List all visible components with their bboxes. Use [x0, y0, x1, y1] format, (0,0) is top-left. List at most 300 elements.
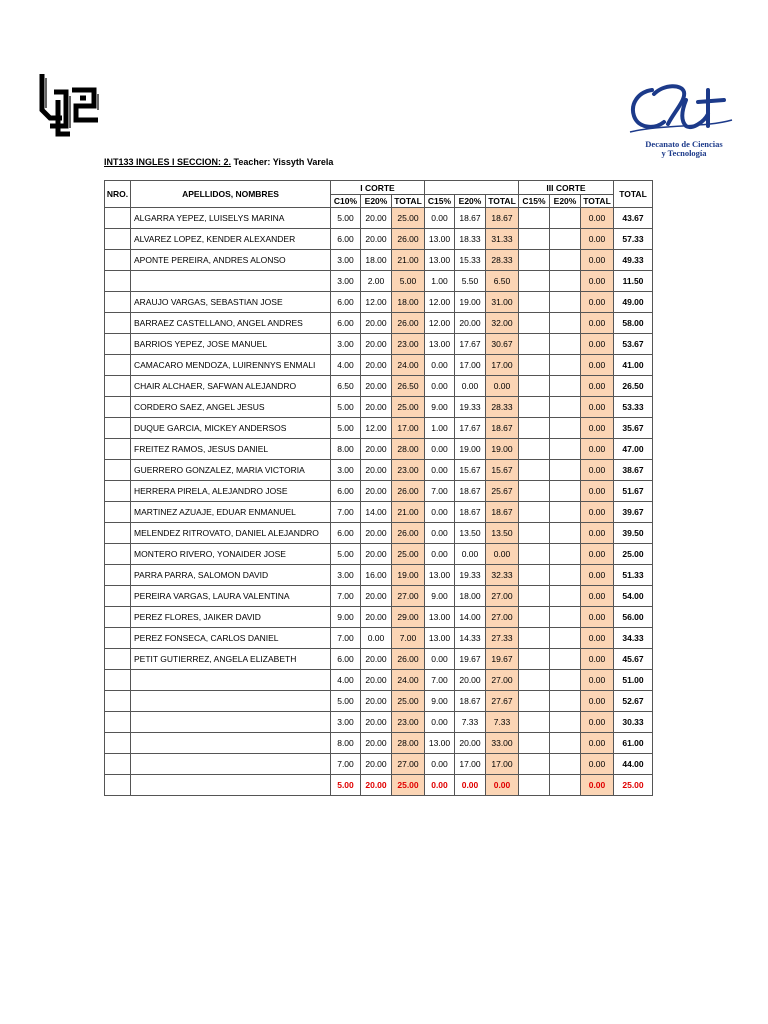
corte3-total: 0.00 — [581, 481, 614, 502]
corte1-total: 24.00 — [392, 670, 425, 691]
corte3-c15 — [519, 775, 550, 796]
corte2-c15: 0.00 — [425, 523, 455, 544]
student-row — [105, 607, 653, 628]
corte3-e20 — [550, 502, 581, 523]
student-row — [105, 691, 653, 712]
corte2-total: 28.33 — [486, 250, 519, 271]
corte1-e20: 16.00 — [361, 565, 392, 586]
corte1-total: 26.00 — [392, 649, 425, 670]
corte3-c15 — [519, 565, 550, 586]
student-name: ALVAREZ LOPEZ, KENDER ALEXANDER — [131, 229, 331, 250]
corte2-c15: 1.00 — [425, 418, 455, 439]
corte2-e20: 18.67 — [455, 502, 486, 523]
final-total: 52.67 — [614, 691, 653, 712]
corte1-e20: 20.00 — [361, 481, 392, 502]
student-name — [131, 271, 331, 292]
final-total: 49.00 — [614, 292, 653, 313]
corte2-c15: 0.00 — [425, 460, 455, 481]
corte1-total: 7.00 — [392, 628, 425, 649]
corte1-e20: 20.00 — [361, 523, 392, 544]
student-name: CORDERO SAEZ, ANGEL JESUS — [131, 397, 331, 418]
student-row — [105, 418, 653, 439]
corte1-c10: 6.00 — [331, 229, 361, 250]
corte1-c10: 9.00 — [331, 607, 361, 628]
corte1-c10: 8.00 — [331, 733, 361, 754]
corte3-c15 — [519, 754, 550, 775]
corte2-c15: 13.00 — [425, 250, 455, 271]
corte2-c15: 7.00 — [425, 670, 455, 691]
corte2-c15: 0.00 — [425, 712, 455, 733]
col-header-e20-2: E20% — [455, 195, 486, 208]
corte2-e20: 19.00 — [455, 439, 486, 460]
student-row — [105, 523, 653, 544]
corte2-total: 0.00 — [486, 376, 519, 397]
corte3-e20 — [550, 208, 581, 229]
student-row — [105, 292, 653, 313]
corte2-e20: 15.67 — [455, 460, 486, 481]
corte1-e20: 20.00 — [361, 376, 392, 397]
decanato-logo-right — [624, 80, 736, 164]
corte2-total: 31.33 — [486, 229, 519, 250]
nro-cell — [105, 628, 131, 649]
corte3-c15 — [519, 460, 550, 481]
corte3-c15 — [519, 208, 550, 229]
corte2-total: 0.00 — [486, 775, 519, 796]
student-name: PETIT GUTIERREZ, ANGELA ELIZABETH — [131, 649, 331, 670]
corte2-e20: 7.33 — [455, 712, 486, 733]
corte1-c10: 6.00 — [331, 523, 361, 544]
corte2-c15: 13.00 — [425, 565, 455, 586]
corte3-total: 0.00 — [581, 460, 614, 481]
corte1-total: 23.00 — [392, 334, 425, 355]
corte1-e20: 20.00 — [361, 775, 392, 796]
col-header-c15: C15% — [425, 195, 455, 208]
corte3-total: 0.00 — [581, 733, 614, 754]
corte3-c15 — [519, 607, 550, 628]
corte2-e20: 17.67 — [455, 334, 486, 355]
corte2-c15: 9.00 — [425, 586, 455, 607]
corte3-c15 — [519, 376, 550, 397]
nro-cell — [105, 523, 131, 544]
corte1-e20: 14.00 — [361, 502, 392, 523]
nro-cell — [105, 607, 131, 628]
corte2-e20: 18.67 — [455, 208, 486, 229]
corte3-total: 0.00 — [581, 250, 614, 271]
student-row — [105, 334, 653, 355]
corte1-total: 26.50 — [392, 376, 425, 397]
corte3-total: 0.00 — [581, 397, 614, 418]
corte2-total: 19.67 — [486, 649, 519, 670]
corte2-e20: 0.00 — [455, 775, 486, 796]
final-total: 34.33 — [614, 628, 653, 649]
corte2-total: 15.67 — [486, 460, 519, 481]
corte2-total: 27.00 — [486, 670, 519, 691]
nro-cell — [105, 397, 131, 418]
nro-cell — [105, 229, 131, 250]
student-name: APONTE PEREIRA, ANDRES ALONSO — [131, 250, 331, 271]
corte2-e20: 19.33 — [455, 565, 486, 586]
student-name: FREITEZ RAMOS, JESUS DANIEL — [131, 439, 331, 460]
corte2-total: 30.67 — [486, 334, 519, 355]
section-header — [104, 157, 333, 167]
corte2-c15: 0.00 — [425, 376, 455, 397]
corte1-total: 23.00 — [392, 712, 425, 733]
nro-cell — [105, 439, 131, 460]
student-row — [105, 355, 653, 376]
corte1-total: 25.00 — [392, 397, 425, 418]
corte3-e20 — [550, 334, 581, 355]
corte1-c10: 6.00 — [331, 313, 361, 334]
corte3-c15 — [519, 502, 550, 523]
corte2-total: 27.00 — [486, 586, 519, 607]
corte3-e20 — [550, 250, 581, 271]
corte1-c10: 6.00 — [331, 649, 361, 670]
corte2-total: 33.00 — [486, 733, 519, 754]
student-name — [131, 733, 331, 754]
corte1-total: 5.00 — [392, 271, 425, 292]
final-total: 61.00 — [614, 733, 653, 754]
corte1-c10: 3.00 — [331, 460, 361, 481]
final-total: 57.33 — [614, 229, 653, 250]
corte2-total: 32.00 — [486, 313, 519, 334]
corte1-e20: 20.00 — [361, 607, 392, 628]
corte3-total: 0.00 — [581, 565, 614, 586]
corte2-c15: 0.00 — [425, 775, 455, 796]
col-header-c10: C10% — [331, 195, 361, 208]
logo-caption — [634, 140, 734, 158]
student-row — [105, 649, 653, 670]
nro-cell — [105, 712, 131, 733]
corte3-total: 0.00 — [581, 775, 614, 796]
corte3-c15 — [519, 481, 550, 502]
corte2-c15: 12.00 — [425, 292, 455, 313]
corte3-total: 0.00 — [581, 334, 614, 355]
nro-cell — [105, 481, 131, 502]
corte3-c15 — [519, 397, 550, 418]
corte3-e20 — [550, 418, 581, 439]
col-header-total1: TOTAL — [392, 195, 425, 208]
corte3-e20 — [550, 733, 581, 754]
nro-cell — [105, 586, 131, 607]
student-row — [105, 502, 653, 523]
final-total: 54.00 — [614, 586, 653, 607]
corte1-e20: 20.00 — [361, 712, 392, 733]
nro-cell — [105, 733, 131, 754]
student-row — [105, 397, 653, 418]
corte1-c10: 5.00 — [331, 544, 361, 565]
logo-caption-line1: Decanato de Ciencias — [645, 139, 723, 149]
corte2-e20: 5.50 — [455, 271, 486, 292]
nro-cell — [105, 334, 131, 355]
final-total: 39.67 — [614, 502, 653, 523]
grades-body — [105, 208, 653, 796]
corte2-c15: 12.00 — [425, 313, 455, 334]
corte1-total: 26.00 — [392, 481, 425, 502]
corte3-total: 0.00 — [581, 439, 614, 460]
corte3-total: 0.00 — [581, 208, 614, 229]
final-total: 53.67 — [614, 334, 653, 355]
student-row — [105, 250, 653, 271]
corte1-e20: 20.00 — [361, 586, 392, 607]
corte1-e20: 20.00 — [361, 670, 392, 691]
student-name — [131, 775, 331, 796]
corte2-e20: 18.33 — [455, 229, 486, 250]
final-total: 38.67 — [614, 460, 653, 481]
final-total: 58.00 — [614, 313, 653, 334]
corte3-e20 — [550, 544, 581, 565]
grades-table — [104, 180, 653, 796]
corte3-total: 0.00 — [581, 376, 614, 397]
corte1-total: 29.00 — [392, 607, 425, 628]
corte1-total: 18.00 — [392, 292, 425, 313]
corte1-e20: 20.00 — [361, 733, 392, 754]
final-total: 43.67 — [614, 208, 653, 229]
corte1-total: 26.00 — [392, 313, 425, 334]
corte2-c15: 13.00 — [425, 607, 455, 628]
corte3-total: 0.00 — [581, 754, 614, 775]
corte3-e20 — [550, 439, 581, 460]
corte2-e20: 14.33 — [455, 628, 486, 649]
corte2-e20: 20.00 — [455, 733, 486, 754]
corte1-total: 27.00 — [392, 754, 425, 775]
corte2-e20: 0.00 — [455, 376, 486, 397]
corte3-e20 — [550, 460, 581, 481]
student-row — [105, 376, 653, 397]
corte1-c10: 4.00 — [331, 355, 361, 376]
corte2-e20: 18.67 — [455, 691, 486, 712]
nro-cell — [105, 775, 131, 796]
corte3-total: 0.00 — [581, 313, 614, 334]
col-header-total3: TOTAL — [581, 195, 614, 208]
corte3-e20 — [550, 775, 581, 796]
student-name — [131, 712, 331, 733]
nro-cell — [105, 544, 131, 565]
corte3-total: 0.00 — [581, 607, 614, 628]
nro-cell — [105, 250, 131, 271]
student-row — [105, 775, 653, 796]
nro-cell — [105, 565, 131, 586]
logo-caption-line2: y Tecnología — [661, 148, 707, 158]
corte1-c10: 7.00 — [331, 754, 361, 775]
student-name: ALGARRA YEPEZ, LUISELYS MARINA — [131, 208, 331, 229]
student-row — [105, 229, 653, 250]
corte3-c15 — [519, 271, 550, 292]
final-total: 56.00 — [614, 607, 653, 628]
nro-cell — [105, 502, 131, 523]
student-row — [105, 628, 653, 649]
corte2-e20: 13.50 — [455, 523, 486, 544]
corte2-c15: 13.00 — [425, 733, 455, 754]
student-name: HERRERA PIRELA, ALEJANDRO JOSE — [131, 481, 331, 502]
student-row — [105, 481, 653, 502]
corte1-e20: 20.00 — [361, 754, 392, 775]
corte2-e20: 18.00 — [455, 586, 486, 607]
nro-cell — [105, 670, 131, 691]
corte2-total: 27.67 — [486, 691, 519, 712]
corte3-c15 — [519, 523, 550, 544]
corte1-e20: 20.00 — [361, 649, 392, 670]
student-name: CHAIR ALCHAER, SAFWAN ALEJANDRO — [131, 376, 331, 397]
corte3-e20 — [550, 376, 581, 397]
student-row — [105, 439, 653, 460]
nro-cell — [105, 691, 131, 712]
corte2-total: 32.33 — [486, 565, 519, 586]
student-row — [105, 712, 653, 733]
corte2-c15: 1.00 — [425, 271, 455, 292]
corte2-e20: 17.00 — [455, 355, 486, 376]
col-header-corte1: I CORTE — [331, 181, 425, 195]
corte3-total: 0.00 — [581, 586, 614, 607]
final-total: 49.33 — [614, 250, 653, 271]
corte3-c15 — [519, 334, 550, 355]
corte1-e20: 20.00 — [361, 439, 392, 460]
corte3-e20 — [550, 607, 581, 628]
corte1-total: 21.00 — [392, 502, 425, 523]
corte1-e20: 20.00 — [361, 313, 392, 334]
corte3-e20 — [550, 355, 581, 376]
corte2-c15: 0.00 — [425, 649, 455, 670]
corte2-e20: 19.00 — [455, 292, 486, 313]
corte2-c15: 0.00 — [425, 208, 455, 229]
corte3-e20 — [550, 481, 581, 502]
corte3-e20 — [550, 691, 581, 712]
corte2-total: 28.33 — [486, 397, 519, 418]
nro-cell — [105, 376, 131, 397]
corte2-c15: 0.00 — [425, 544, 455, 565]
corte2-total: 31.00 — [486, 292, 519, 313]
corte1-c10: 7.00 — [331, 628, 361, 649]
corte1-c10: 7.00 — [331, 502, 361, 523]
corte3-total: 0.00 — [581, 292, 614, 313]
corte2-total: 6.50 — [486, 271, 519, 292]
student-row — [105, 544, 653, 565]
corte3-e20 — [550, 229, 581, 250]
corte3-total: 0.00 — [581, 502, 614, 523]
corte3-c15 — [519, 712, 550, 733]
student-name: PEREZ FLORES, JAIKER DAVID — [131, 607, 331, 628]
corte2-total: 13.50 — [486, 523, 519, 544]
student-name: BARRIOS YEPEZ, JOSE MANUEL — [131, 334, 331, 355]
corte3-e20 — [550, 712, 581, 733]
corte1-e20: 20.00 — [361, 460, 392, 481]
corte1-e20: 20.00 — [361, 334, 392, 355]
corte2-c15: 0.00 — [425, 502, 455, 523]
col-header-names: APELLIDOS, NOMBRES — [131, 181, 331, 208]
corte2-total: 25.67 — [486, 481, 519, 502]
nro-cell — [105, 292, 131, 313]
final-total: 45.67 — [614, 649, 653, 670]
corte2-total: 27.00 — [486, 607, 519, 628]
corte3-c15 — [519, 229, 550, 250]
corte3-e20 — [550, 565, 581, 586]
corte2-e20: 14.00 — [455, 607, 486, 628]
student-row — [105, 313, 653, 334]
corte1-e20: 12.00 — [361, 292, 392, 313]
nro-cell — [105, 355, 131, 376]
final-total: 30.33 — [614, 712, 653, 733]
student-row — [105, 733, 653, 754]
nro-cell — [105, 208, 131, 229]
final-total: 25.00 — [614, 775, 653, 796]
corte2-e20: 0.00 — [455, 544, 486, 565]
corte3-c15 — [519, 628, 550, 649]
corte1-total: 25.00 — [392, 208, 425, 229]
corte2-total: 17.00 — [486, 355, 519, 376]
corte2-c15: 0.00 — [425, 754, 455, 775]
corte1-total: 25.00 — [392, 544, 425, 565]
student-row — [105, 670, 653, 691]
corte2-e20: 19.33 — [455, 397, 486, 418]
final-total: 25.00 — [614, 544, 653, 565]
student-row — [105, 586, 653, 607]
corte2-total: 0.00 — [486, 544, 519, 565]
corte3-total: 0.00 — [581, 229, 614, 250]
corte2-total: 19.00 — [486, 439, 519, 460]
col-header-c15-3: C15% — [519, 195, 550, 208]
corte2-c15: 13.00 — [425, 628, 455, 649]
col-header-e20-3: E20% — [550, 195, 581, 208]
corte3-e20 — [550, 628, 581, 649]
nro-cell — [105, 418, 131, 439]
corte3-total: 0.00 — [581, 271, 614, 292]
corte2-total: 18.67 — [486, 502, 519, 523]
corte3-c15 — [519, 355, 550, 376]
corte1-c10: 3.00 — [331, 334, 361, 355]
final-total: 44.00 — [614, 754, 653, 775]
final-total: 51.67 — [614, 481, 653, 502]
corte1-e20: 20.00 — [361, 691, 392, 712]
teacher-name: Teacher: Yissyth Varela — [233, 157, 334, 167]
student-name: MONTERO RIVERO, YONAIDER JOSE — [131, 544, 331, 565]
corte1-c10: 5.00 — [331, 691, 361, 712]
corte3-c15 — [519, 313, 550, 334]
final-total: 47.00 — [614, 439, 653, 460]
corte1-e20: 20.00 — [361, 355, 392, 376]
student-row — [105, 208, 653, 229]
corte3-c15 — [519, 439, 550, 460]
corte2-c15: 9.00 — [425, 691, 455, 712]
student-name: MELENDEZ RITROVATO, DANIEL ALEJANDRO — [131, 523, 331, 544]
corte3-total: 0.00 — [581, 649, 614, 670]
corte3-c15 — [519, 733, 550, 754]
col-header-total: TOTAL — [614, 181, 653, 208]
nro-cell — [105, 754, 131, 775]
corte3-total: 0.00 — [581, 355, 614, 376]
corte3-total: 0.00 — [581, 628, 614, 649]
student-name: PEREIRA VARGAS, LAURA VALENTINA — [131, 586, 331, 607]
corte1-total: 19.00 — [392, 565, 425, 586]
corte3-c15 — [519, 250, 550, 271]
final-total: 53.33 — [614, 397, 653, 418]
corte2-c15: 13.00 — [425, 334, 455, 355]
corte3-total: 0.00 — [581, 691, 614, 712]
corte3-e20 — [550, 754, 581, 775]
col-header-corte2 — [425, 181, 519, 195]
corte1-e20: 20.00 — [361, 208, 392, 229]
corte3-e20 — [550, 670, 581, 691]
corte3-e20 — [550, 523, 581, 544]
corte1-c10: 6.00 — [331, 481, 361, 502]
corte3-c15 — [519, 292, 550, 313]
corte1-total: 26.00 — [392, 229, 425, 250]
corte3-total: 0.00 — [581, 544, 614, 565]
student-name — [131, 670, 331, 691]
student-row — [105, 565, 653, 586]
student-name: MARTINEZ AZUAJE, EDUAR ENMANUEL — [131, 502, 331, 523]
corte3-total: 0.00 — [581, 418, 614, 439]
student-name — [131, 691, 331, 712]
corte1-c10: 8.00 — [331, 439, 361, 460]
